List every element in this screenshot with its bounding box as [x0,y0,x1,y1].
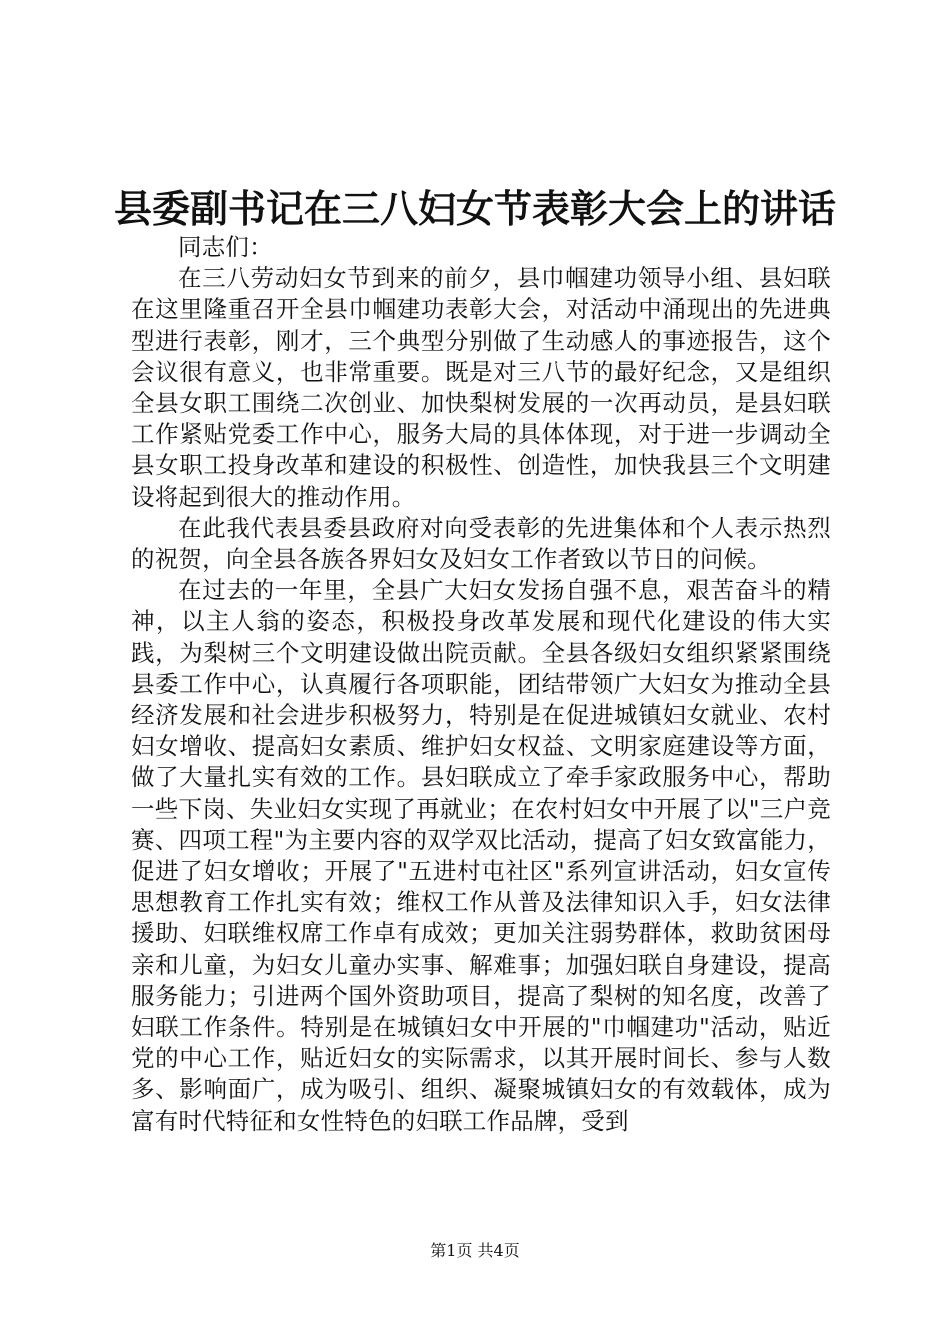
paragraph-1: 在三八劳动妇女节到来的前夕，县巾帼建功领导小组、县妇联在这里隆重召开全县巾帼建功表彰大会，对活动中涌现出的先进典型进行表彰，刚才，三个典型分别做了生动感人的事迹报告，这个会议很有意义，也非常重要。既是对三八节的最好纪念，又是组织全县女职工围绕二次创业、加快梨树发展的一次再动员，是县妇联工作紧贴党委工作中心，服务大局的具体体现，对于进一步调动全县女职工投身改革和建设的积极性、创造性，加快我县三个文明建设将起到很大的推动作用。 [131,264,831,511]
page-footer: 第1页 共4页 [430,1241,520,1260]
document-title: 县委副书记在三八妇女节表彰大会上的讲话 [113,187,836,231]
salutation: 同志们： [178,233,273,261]
document-body [131,232,831,1137]
paragraph-2: 在此我代表县委县政府对向受表彰的先进集体和个人表示热烈的祝贺，向全县各族各界妇女及妇女工作者致以节日的问候。 [131,513,831,574]
paragraph-3: 在过去的一年里，全县广大妇女发扬自强不息，艰苦奋斗的精神，以主人翁的姿态，积极投身改革发展和现代化建设的伟大实践，为梨树三个文明建设做出院贡献。全县各级妇女组织紧紧围绕县委工作中心，认真履行各项职能，团结带领广大妇女为推动全县经济发展和社会进步积极努力，特别是在促进城镇妇女就业、农村妇女增收、提高妇女素质、维护妇女权益、文明家庭建设等方面，做了大量扎实有效的工作。县妇联成立了牵手家政服务中心，帮助一些下岗、失业妇女实现了再就业；在农村妇女中开展了以"三户竞赛、四项工程"为主要内容的双学双比活动，提高了妇女致富能力，促进了妇女增收；开展了"五进村屯社区"系列宣讲活动，妇女宣传思想教育工作扎实有效；维权工作从普及法律知识入手，妇女法律援助、妇联维权席工作卓有成效；更加关注弱势群体，救助贫困母亲和儿童，为妇女儿童办实事、解难事；加强妇联自身建设，提高服务能力；引进两个国外资助项目，提高了梨树的知名度，改善了妇联工作条件。特别是在城镇妇女中开展的"巾帼建功"活动，贴近党的中心工作，贴近妇女的实际需求，以其开展时间长、参与人数多、影响面广，成为吸引、组织、凝聚城镇妇女的有效载体，成为富有时代特征和女性特色的妇联工作品牌，受到 [131,576,831,1135]
